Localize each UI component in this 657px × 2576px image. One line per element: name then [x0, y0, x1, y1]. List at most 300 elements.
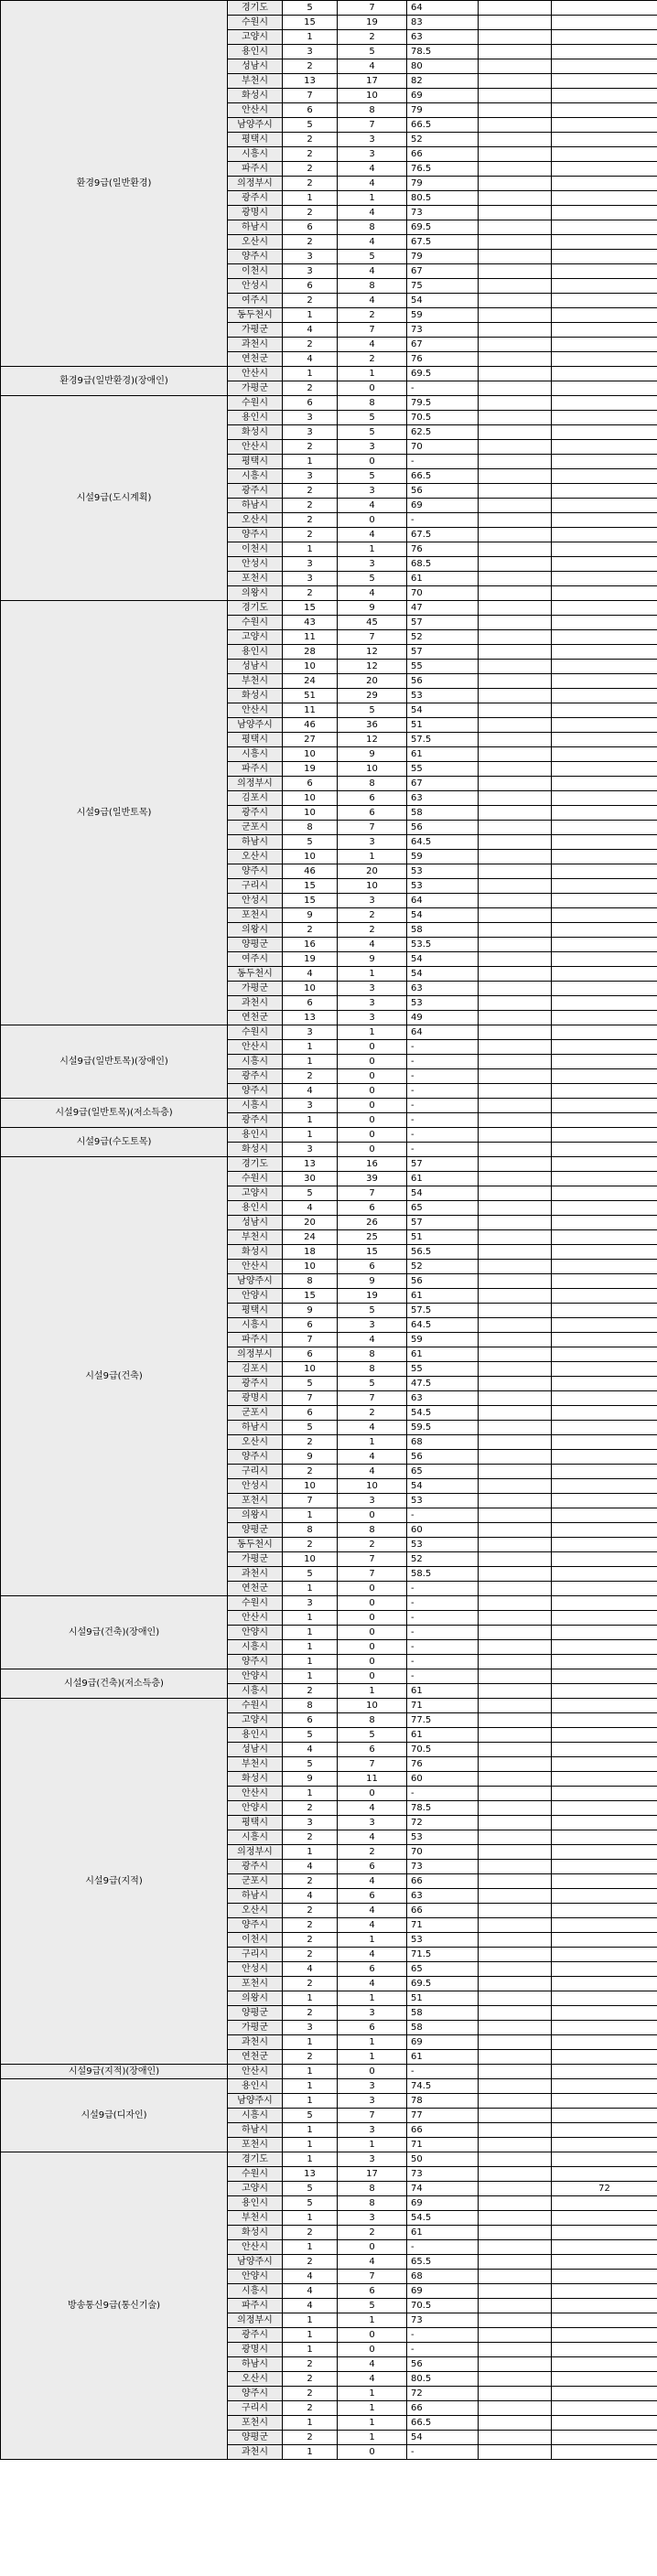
quota-cell: 5	[283, 2182, 338, 2196]
region-cell: 안산시	[228, 440, 283, 455]
quota-cell: 20	[283, 1216, 338, 1230]
extra-score-cell	[552, 2240, 657, 2255]
extra-score-cell	[552, 1640, 657, 1655]
quota-cell: 8	[283, 1523, 338, 1538]
extra-cell	[479, 1465, 552, 1479]
passed-cell: 2	[338, 1538, 407, 1552]
job-category-cell: 시설9급(건축)(장애인)	[1, 1596, 228, 1669]
quota-cell: 7	[283, 1391, 338, 1406]
passed-cell: 0	[338, 1611, 407, 1626]
passed-cell: 7	[338, 2109, 407, 2123]
region-cell: 용인시	[228, 45, 283, 59]
extra-score-cell	[552, 499, 657, 513]
quota-cell: 2	[283, 923, 338, 938]
extra-cell	[479, 821, 552, 835]
region-cell: 용인시	[228, 1128, 283, 1143]
quota-cell: 10	[283, 1260, 338, 1274]
quota-cell: 8	[283, 1699, 338, 1713]
extra-score-cell	[552, 762, 657, 777]
region-cell: 시흥시	[228, 1684, 283, 1699]
extra-cell	[479, 1582, 552, 1596]
extra-score-cell	[552, 191, 657, 206]
passed-cell: 4	[338, 2372, 407, 2387]
passed-cell: 0	[338, 1582, 407, 1596]
passed-cell: 3	[338, 133, 407, 147]
cutoff-score-cell: 52	[407, 1260, 479, 1274]
extra-score-cell	[552, 220, 657, 235]
extra-cell	[479, 1538, 552, 1552]
extra-cell	[479, 2240, 552, 2255]
extra-score-cell	[552, 1743, 657, 1757]
extra-score-cell	[552, 2284, 657, 2299]
extra-cell	[479, 1889, 552, 1904]
extra-cell	[479, 1421, 552, 1435]
region-cell: 평택시	[228, 733, 283, 747]
extra-score-cell	[552, 850, 657, 864]
extra-cell	[479, 2079, 552, 2094]
extra-score-cell	[552, 2431, 657, 2445]
cutoff-score-cell: 70	[407, 1845, 479, 1860]
cutoff-score-cell: 63	[407, 1391, 479, 1406]
quota-cell: 1	[283, 2416, 338, 2431]
region-cell: 오산시	[228, 513, 283, 528]
cutoff-score-cell: 78	[407, 2094, 479, 2109]
cutoff-score-cell: 57	[407, 1157, 479, 1172]
quota-cell: 1	[283, 1640, 338, 1655]
region-cell: 시흥시	[228, 469, 283, 484]
extra-cell	[479, 850, 552, 864]
region-cell: 의왕시	[228, 1991, 283, 2006]
quota-cell: 6	[283, 279, 338, 294]
cutoff-score-cell: 67	[407, 338, 479, 352]
region-cell: 남양주시	[228, 2255, 283, 2270]
region-cell: 의정부시	[228, 177, 283, 191]
extra-score-cell	[552, 1347, 657, 1362]
passed-cell: 3	[338, 2123, 407, 2138]
extra-cell	[479, 2035, 552, 2050]
passed-cell: 6	[338, 2021, 407, 2035]
region-cell: 용인시	[228, 411, 283, 425]
extra-score-cell	[552, 967, 657, 982]
passed-cell: 1	[338, 2035, 407, 2050]
passed-cell: 4	[338, 499, 407, 513]
passed-cell: 0	[338, 1626, 407, 1640]
extra-score-cell	[552, 674, 657, 689]
extra-score-cell	[552, 1143, 657, 1157]
cutoff-score-cell: 49	[407, 1011, 479, 1025]
extra-score-cell	[552, 411, 657, 425]
extra-score-cell	[552, 2196, 657, 2211]
extra-score-cell	[552, 1801, 657, 1816]
extra-score-cell	[552, 1918, 657, 1933]
extra-cell	[479, 1596, 552, 1611]
extra-cell	[479, 59, 552, 74]
cutoff-score-cell: 54.5	[407, 1406, 479, 1421]
passed-cell: 0	[338, 1128, 407, 1143]
extra-cell	[479, 952, 552, 967]
extra-cell	[479, 1977, 552, 1991]
quota-cell: 5	[283, 1, 338, 16]
extra-cell	[479, 1626, 552, 1640]
cutoff-score-cell: 65	[407, 1465, 479, 1479]
extra-cell	[479, 1128, 552, 1143]
extra-score-cell	[552, 718, 657, 733]
region-cell: 과천시	[228, 2035, 283, 2050]
passed-cell: 1	[338, 367, 407, 381]
extra-score-cell	[552, 30, 657, 45]
region-cell: 양주시	[228, 1450, 283, 1465]
extra-cell	[479, 338, 552, 352]
passed-cell: 7	[338, 630, 407, 645]
region-cell: 수원시	[228, 396, 283, 411]
extra-score-cell	[552, 1230, 657, 1245]
extra-cell	[479, 1362, 552, 1377]
passed-cell: 3	[338, 835, 407, 850]
region-cell: 시흥시	[228, 1099, 283, 1113]
cutoff-score-cell: 54	[407, 294, 479, 308]
quota-cell: 18	[283, 1245, 338, 1260]
passed-cell: 8	[338, 2182, 407, 2196]
passed-cell: 10	[338, 1699, 407, 1713]
passed-cell: 3	[338, 440, 407, 455]
region-cell: 시흥시	[228, 1318, 283, 1333]
passed-cell: 6	[338, 1889, 407, 1904]
extra-score-cell	[552, 1494, 657, 1508]
cutoff-score-cell: 54	[407, 908, 479, 923]
passed-cell: 19	[338, 1289, 407, 1304]
extra-cell	[479, 1830, 552, 1845]
extra-score-cell	[552, 923, 657, 938]
extra-score-cell	[552, 542, 657, 557]
cutoff-score-cell: 57.5	[407, 733, 479, 747]
quota-cell: 4	[283, 1743, 338, 1757]
region-cell: 부천시	[228, 2211, 283, 2226]
extra-cell	[479, 616, 552, 630]
region-cell: 용인시	[228, 1201, 283, 1216]
region-cell: 오산시	[228, 2372, 283, 2387]
extra-score-cell	[552, 1889, 657, 1904]
quota-cell: 3	[283, 1099, 338, 1113]
extra-score-cell	[552, 660, 657, 674]
passed-cell: 3	[338, 2006, 407, 2021]
extra-cell	[479, 1333, 552, 1347]
region-cell: 군포시	[228, 1874, 283, 1889]
extra-score-cell	[552, 1201, 657, 1216]
region-cell: 오산시	[228, 235, 283, 250]
cutoff-score-cell: 56	[407, 821, 479, 835]
passed-cell: 1	[338, 2387, 407, 2401]
cutoff-score-cell: 65	[407, 1962, 479, 1977]
passed-cell: 0	[338, 1143, 407, 1157]
quota-cell: 43	[283, 616, 338, 630]
table-row	[1, 1157, 657, 1172]
region-cell: 양주시	[228, 1655, 283, 1669]
cutoff-score-cell: -	[407, 381, 479, 396]
quota-cell: 28	[283, 645, 338, 660]
extra-cell	[479, 1406, 552, 1421]
extra-cell	[479, 352, 552, 367]
extra-score-cell	[552, 1450, 657, 1465]
quota-cell: 4	[283, 2284, 338, 2299]
extra-cell	[479, 513, 552, 528]
extra-cell	[479, 162, 552, 177]
quota-cell: 2	[283, 1977, 338, 1991]
region-cell: 고양시	[228, 1186, 283, 1201]
extra-cell	[479, 2387, 552, 2401]
cutoff-score-cell: 67.5	[407, 235, 479, 250]
quota-cell: 2	[283, 1465, 338, 1479]
extra-score-cell	[552, 1699, 657, 1713]
region-cell: 안산시	[228, 2240, 283, 2255]
extra-score-cell	[552, 1874, 657, 1889]
cutoff-score-cell: 73	[407, 2313, 479, 2328]
passed-cell: 19	[338, 16, 407, 30]
cutoff-score-cell: 79	[407, 177, 479, 191]
extra-score-cell	[552, 1099, 657, 1113]
quota-cell: 3	[283, 1596, 338, 1611]
cutoff-score-cell: -	[407, 1128, 479, 1143]
extra-score-cell	[552, 864, 657, 879]
quota-cell: 1	[283, 30, 338, 45]
extra-cell	[479, 1508, 552, 1523]
region-cell: 시흥시	[228, 1055, 283, 1069]
cutoff-score-cell: 80	[407, 59, 479, 74]
quota-cell: 2	[283, 1874, 338, 1889]
passed-cell: 4	[338, 938, 407, 952]
extra-score-cell	[552, 879, 657, 894]
cutoff-score-cell: 64.5	[407, 1318, 479, 1333]
extra-cell	[479, 645, 552, 660]
extra-cell	[479, 660, 552, 674]
passed-cell: 0	[338, 1669, 407, 1684]
region-cell: 광주시	[228, 1377, 283, 1391]
cutoff-score-cell: 66	[407, 2401, 479, 2416]
region-cell: 고양시	[228, 30, 283, 45]
quota-cell: 4	[283, 1962, 338, 1977]
region-cell: 양주시	[228, 1084, 283, 1099]
extra-cell	[479, 689, 552, 703]
extra-cell	[479, 1801, 552, 1816]
quota-cell: 13	[283, 74, 338, 89]
extra-cell	[479, 1816, 552, 1830]
passed-cell: 2	[338, 352, 407, 367]
cutoff-score-cell: 52	[407, 630, 479, 645]
cutoff-score-cell: 75	[407, 279, 479, 294]
cutoff-score-cell: 64	[407, 1, 479, 16]
extra-score-cell	[552, 59, 657, 74]
passed-cell: 10	[338, 89, 407, 103]
passed-cell: 2	[338, 1845, 407, 1860]
quota-cell: 2	[283, 1538, 338, 1552]
extra-score-cell	[552, 2138, 657, 2152]
passed-cell: 20	[338, 674, 407, 689]
extra-cell	[479, 2138, 552, 2152]
passed-cell: 8	[338, 2196, 407, 2211]
extra-score-cell	[552, 1186, 657, 1201]
cutoff-score-cell: 58	[407, 2006, 479, 2021]
region-cell: 시흥시	[228, 1640, 283, 1655]
quota-cell: 1	[283, 1055, 338, 1069]
cutoff-score-cell: 53.5	[407, 938, 479, 952]
extra-score-cell	[552, 352, 657, 367]
quota-cell: 3	[283, 469, 338, 484]
cutoff-score-cell: 52	[407, 133, 479, 147]
quota-cell: 2	[283, 484, 338, 499]
quota-cell: 9	[283, 1772, 338, 1787]
cutoff-score-cell: 80.5	[407, 191, 479, 206]
extra-cell	[479, 2196, 552, 2211]
quota-cell: 6	[283, 1347, 338, 1362]
quota-cell: 4	[283, 2270, 338, 2284]
region-cell: 가평군	[228, 1552, 283, 1567]
table-row	[1, 2079, 657, 2094]
extra-cell	[479, 938, 552, 952]
cutoff-score-cell: -	[407, 1596, 479, 1611]
extra-score-cell	[552, 1318, 657, 1333]
region-cell: 이천시	[228, 1933, 283, 1948]
quota-cell: 1	[283, 455, 338, 469]
extra-score-cell	[552, 1128, 657, 1143]
quota-cell: 1	[283, 1991, 338, 2006]
extra-cell	[479, 879, 552, 894]
region-cell: 가평군	[228, 323, 283, 338]
quota-cell: 9	[283, 1450, 338, 1465]
passed-cell: 3	[338, 2152, 407, 2167]
passed-cell: 8	[338, 1362, 407, 1377]
quota-cell: 6	[283, 1318, 338, 1333]
extra-cell	[479, 484, 552, 499]
quota-cell: 3	[283, 45, 338, 59]
cutoff-score-cell: 50	[407, 2152, 479, 2167]
quota-cell: 1	[283, 2123, 338, 2138]
region-cell: 화성시	[228, 2226, 283, 2240]
extra-cell	[479, 806, 552, 821]
region-cell: 파주시	[228, 2299, 283, 2313]
quota-cell: 11	[283, 703, 338, 718]
cutoff-score-cell: 53	[407, 1538, 479, 1552]
extra-cell	[479, 674, 552, 689]
extra-cell	[479, 2065, 552, 2079]
quota-cell: 2	[283, 1918, 338, 1933]
extra-score-cell	[552, 2270, 657, 2284]
region-cell: 이천시	[228, 542, 283, 557]
extra-cell	[479, 191, 552, 206]
passed-cell: 11	[338, 1772, 407, 1787]
quota-cell: 1	[283, 1040, 338, 1055]
extra-score-cell	[552, 1274, 657, 1289]
passed-cell: 7	[338, 1552, 407, 1567]
passed-cell: 12	[338, 645, 407, 660]
job-category-cell: 환경9급(일반환경)(장애인)	[1, 367, 228, 396]
quota-cell: 2	[283, 59, 338, 74]
region-cell: 안산시	[228, 1260, 283, 1274]
passed-cell: 4	[338, 206, 407, 220]
passed-cell: 4	[338, 59, 407, 74]
cutoff-score-cell: 71.5	[407, 1948, 479, 1962]
passed-cell: 1	[338, 1933, 407, 1948]
region-cell: 광명시	[228, 206, 283, 220]
extra-score-cell	[552, 777, 657, 791]
extra-cell	[479, 74, 552, 89]
region-cell: 광명시	[228, 1391, 283, 1406]
region-cell: 양평군	[228, 2006, 283, 2021]
extra-cell	[479, 279, 552, 294]
quota-cell: 4	[283, 1084, 338, 1099]
cutoff-score-cell: 56.5	[407, 1245, 479, 1260]
region-cell: 안양시	[228, 1626, 283, 1640]
region-cell: 구리시	[228, 1465, 283, 1479]
extra-cell	[479, 1655, 552, 1669]
cutoff-score-cell: 62.5	[407, 425, 479, 440]
extra-cell	[479, 2372, 552, 2387]
cutoff-score-cell: 73	[407, 323, 479, 338]
quota-cell: 13	[283, 1157, 338, 1172]
passed-cell: 4	[338, 1948, 407, 1962]
cutoff-score-cell: 56	[407, 2357, 479, 2372]
quota-cell: 3	[283, 411, 338, 425]
quota-cell: 5	[283, 2196, 338, 2211]
cutoff-score-cell: -	[407, 1143, 479, 1157]
extra-score-cell	[552, 2167, 657, 2182]
cutoff-score-cell: 59	[407, 1333, 479, 1347]
quota-cell: 10	[283, 1362, 338, 1377]
extra-cell	[479, 2299, 552, 2313]
quota-cell: 2	[283, 1830, 338, 1845]
extra-cell	[479, 1245, 552, 1260]
extra-score-cell	[552, 630, 657, 645]
region-cell: 가평군	[228, 2021, 283, 2035]
extra-cell	[479, 381, 552, 396]
table-row	[1, 1025, 657, 1040]
extra-score-cell	[552, 996, 657, 1011]
passed-cell: 5	[338, 1304, 407, 1318]
quota-cell: 3	[283, 264, 338, 279]
extra-cell	[479, 1260, 552, 1274]
region-cell: 군포시	[228, 821, 283, 835]
passed-cell: 4	[338, 1977, 407, 1991]
table-row	[1, 396, 657, 411]
cutoff-score-cell: 47.5	[407, 1377, 479, 1391]
quota-cell: 2	[283, 586, 338, 601]
cutoff-score-cell: 76	[407, 542, 479, 557]
extra-score-cell	[552, 938, 657, 952]
quota-cell: 4	[283, 2299, 338, 2313]
quota-cell: 2	[283, 528, 338, 542]
cutoff-score-cell: 82	[407, 74, 479, 89]
cutoff-score-cell: 59	[407, 308, 479, 323]
cutoff-score-cell: 58	[407, 806, 479, 821]
quota-cell: 1	[283, 2211, 338, 2226]
passed-cell: 4	[338, 586, 407, 601]
quota-cell: 2	[283, 1933, 338, 1948]
quota-cell: 4	[283, 323, 338, 338]
extra-cell	[479, 469, 552, 484]
quota-cell: 2	[283, 162, 338, 177]
cutoff-score-cell: -	[407, 2328, 479, 2343]
quota-cell: 1	[283, 1787, 338, 1801]
cutoff-score-cell: 69	[407, 2284, 479, 2299]
quota-cell: 16	[283, 938, 338, 952]
cutoff-score-cell: 65	[407, 1201, 479, 1216]
cutoff-score-cell: 53	[407, 689, 479, 703]
quota-cell: 3	[283, 2021, 338, 2035]
extra-score-cell	[552, 894, 657, 908]
extra-score-cell	[552, 1787, 657, 1801]
extra-score-cell	[552, 703, 657, 718]
passed-cell: 1	[338, 1435, 407, 1450]
passed-cell: 7	[338, 1391, 407, 1406]
passed-cell: 9	[338, 747, 407, 762]
